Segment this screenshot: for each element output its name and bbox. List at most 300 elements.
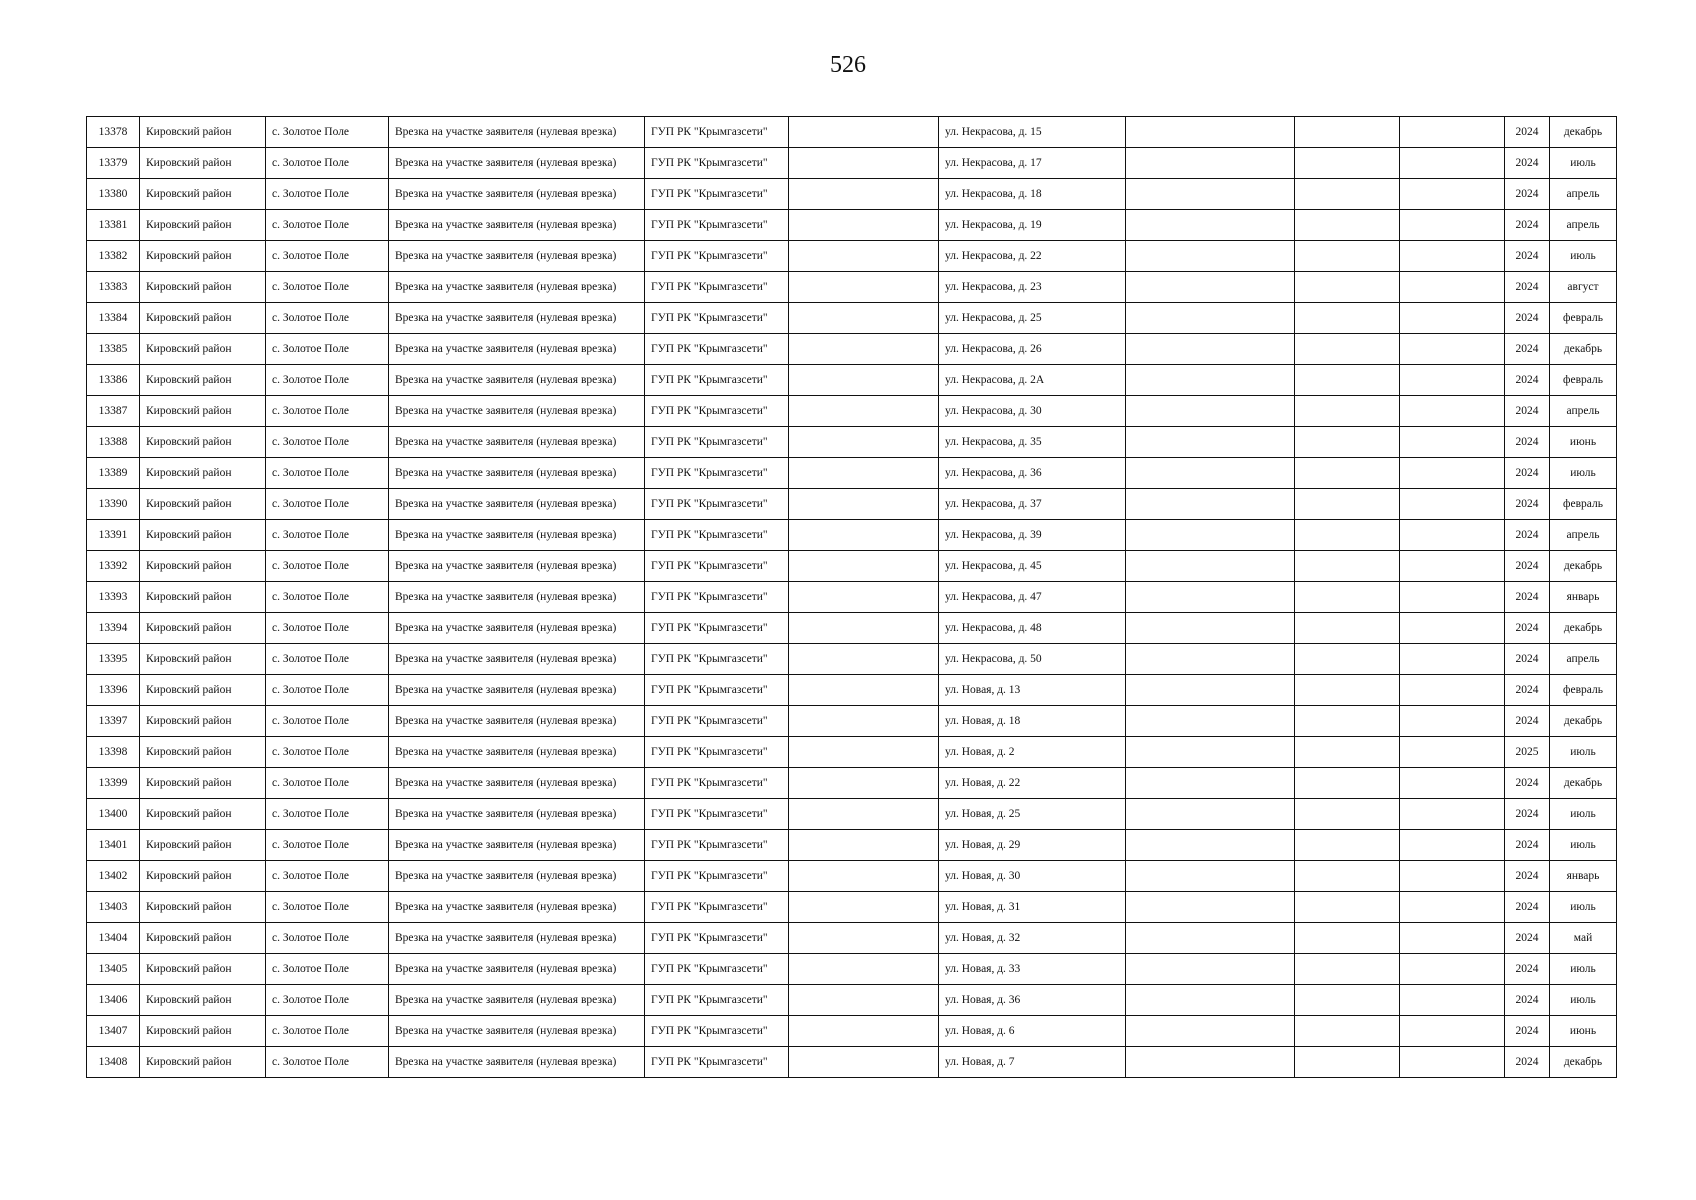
empty-cell (1400, 768, 1505, 799)
empty-cell (1295, 923, 1400, 954)
empty-cell (1295, 985, 1400, 1016)
empty-cell (1295, 334, 1400, 365)
year-cell: 2025 (1505, 737, 1550, 768)
table-row (87, 675, 1617, 706)
address-cell: ул. Новая, д. 33 (939, 954, 1126, 985)
village-cell: с. Золотое Поле (266, 179, 389, 210)
organization-cell: ГУП РК "Крымгазсети" (645, 799, 789, 830)
row-id-cell: 13399 (87, 768, 140, 799)
organization-cell: ГУП РК "Крымгазсети" (645, 334, 789, 365)
table-row (87, 117, 1617, 148)
month-cell: апрель (1550, 644, 1617, 675)
empty-cell (1295, 613, 1400, 644)
organization-cell: ГУП РК "Крымгазсети" (645, 489, 789, 520)
empty-cell (1400, 737, 1505, 768)
month-cell: июль (1550, 892, 1617, 923)
village-cell: с. Золотое Поле (266, 489, 389, 520)
work-type-cell: Врезка на участке заявителя (нулевая врезка) (389, 303, 645, 334)
month-cell: декабрь (1550, 613, 1617, 644)
year-cell: 2024 (1505, 1047, 1550, 1078)
address-cell: ул. Некрасова, д. 37 (939, 489, 1126, 520)
empty-cell (1126, 737, 1295, 768)
address-cell: ул. Некрасова, д. 30 (939, 396, 1126, 427)
empty-cell (1400, 861, 1505, 892)
table-row (87, 830, 1617, 861)
year-cell: 2024 (1505, 923, 1550, 954)
year-cell: 2024 (1505, 768, 1550, 799)
village-cell: с. Золотое Поле (266, 210, 389, 241)
row-id-cell: 13378 (87, 117, 140, 148)
year-cell: 2024 (1505, 334, 1550, 365)
empty-cell (1295, 551, 1400, 582)
row-id-cell: 13403 (87, 892, 140, 923)
empty-cell (789, 830, 939, 861)
empty-cell (1295, 706, 1400, 737)
district-cell: Кировский район (140, 830, 266, 861)
year-cell: 2024 (1505, 427, 1550, 458)
table-row (87, 458, 1617, 489)
empty-cell (1400, 675, 1505, 706)
empty-cell (789, 768, 939, 799)
district-cell: Кировский район (140, 706, 266, 737)
empty-cell (1126, 985, 1295, 1016)
empty-cell (1126, 923, 1295, 954)
registry-table (86, 116, 1617, 1078)
empty-cell (1126, 427, 1295, 458)
district-cell: Кировский район (140, 272, 266, 303)
work-type-cell: Врезка на участке заявителя (нулевая врезка) (389, 458, 645, 489)
organization-cell: ГУП РК "Крымгазсети" (645, 458, 789, 489)
empty-cell (1126, 241, 1295, 272)
empty-cell (1400, 520, 1505, 551)
work-type-cell: Врезка на участке заявителя (нулевая врезка) (389, 179, 645, 210)
empty-cell (1400, 489, 1505, 520)
row-id-cell: 13387 (87, 396, 140, 427)
year-cell: 2024 (1505, 210, 1550, 241)
year-cell: 2024 (1505, 551, 1550, 582)
month-cell: июль (1550, 954, 1617, 985)
address-cell: ул. Некрасова, д. 47 (939, 582, 1126, 613)
empty-cell (789, 551, 939, 582)
organization-cell: ГУП РК "Крымгазсети" (645, 272, 789, 303)
district-cell: Кировский район (140, 148, 266, 179)
district-cell: Кировский район (140, 303, 266, 334)
address-cell: ул. Некрасова, д. 50 (939, 644, 1126, 675)
empty-cell (1400, 396, 1505, 427)
address-cell: ул. Некрасова, д. 15 (939, 117, 1126, 148)
year-cell: 2024 (1505, 365, 1550, 396)
address-cell: ул. Новая, д. 2 (939, 737, 1126, 768)
table-row (87, 985, 1617, 1016)
organization-cell: ГУП РК "Крымгазсети" (645, 830, 789, 861)
empty-cell (1295, 1016, 1400, 1047)
empty-cell (1126, 799, 1295, 830)
village-cell: с. Золотое Поле (266, 1047, 389, 1078)
row-id-cell: 13400 (87, 799, 140, 830)
address-cell: ул. Новая, д. 30 (939, 861, 1126, 892)
year-cell: 2024 (1505, 985, 1550, 1016)
row-id-cell: 13390 (87, 489, 140, 520)
organization-cell: ГУП РК "Крымгазсети" (645, 613, 789, 644)
row-id-cell: 13397 (87, 706, 140, 737)
table-row (87, 489, 1617, 520)
year-cell: 2024 (1505, 675, 1550, 706)
year-cell: 2024 (1505, 148, 1550, 179)
empty-cell (789, 706, 939, 737)
table-row (87, 520, 1617, 551)
organization-cell: ГУП РК "Крымгазсети" (645, 427, 789, 458)
organization-cell: ГУП РК "Крымгазсети" (645, 520, 789, 551)
empty-cell (1295, 148, 1400, 179)
table-row (87, 737, 1617, 768)
empty-cell (1126, 954, 1295, 985)
year-cell: 2024 (1505, 241, 1550, 272)
empty-cell (1126, 613, 1295, 644)
month-cell: апрель (1550, 179, 1617, 210)
address-cell: ул. Некрасова, д. 36 (939, 458, 1126, 489)
organization-cell: ГУП РК "Крымгазсети" (645, 737, 789, 768)
organization-cell: ГУП РК "Крымгазсети" (645, 1047, 789, 1078)
empty-cell (1400, 117, 1505, 148)
empty-cell (1400, 241, 1505, 272)
month-cell: апрель (1550, 520, 1617, 551)
work-type-cell: Врезка на участке заявителя (нулевая врезка) (389, 1016, 645, 1047)
row-id-cell: 13405 (87, 954, 140, 985)
address-cell: ул. Новая, д. 22 (939, 768, 1126, 799)
year-cell: 2024 (1505, 706, 1550, 737)
empty-cell (1295, 861, 1400, 892)
empty-cell (789, 985, 939, 1016)
empty-cell (789, 365, 939, 396)
work-type-cell: Врезка на участке заявителя (нулевая врезка) (389, 148, 645, 179)
table-row (87, 303, 1617, 334)
empty-cell (1400, 365, 1505, 396)
empty-cell (1400, 985, 1505, 1016)
year-cell: 2024 (1505, 799, 1550, 830)
address-cell: ул. Новая, д. 18 (939, 706, 1126, 737)
organization-cell: ГУП РК "Крымгазсети" (645, 675, 789, 706)
village-cell: с. Золотое Поле (266, 737, 389, 768)
work-type-cell: Врезка на участке заявителя (нулевая врезка) (389, 334, 645, 365)
empty-cell (1400, 706, 1505, 737)
table-row (87, 644, 1617, 675)
empty-cell (1295, 582, 1400, 613)
row-id-cell: 13406 (87, 985, 140, 1016)
district-cell: Кировский район (140, 985, 266, 1016)
empty-cell (789, 737, 939, 768)
district-cell: Кировский район (140, 644, 266, 675)
empty-cell (789, 272, 939, 303)
month-cell: апрель (1550, 396, 1617, 427)
month-cell: август (1550, 272, 1617, 303)
empty-cell (789, 241, 939, 272)
work-type-cell: Врезка на участке заявителя (нулевая врезка) (389, 551, 645, 582)
village-cell: с. Золотое Поле (266, 272, 389, 303)
year-cell: 2024 (1505, 644, 1550, 675)
month-cell: февраль (1550, 675, 1617, 706)
month-cell: декабрь (1550, 117, 1617, 148)
empty-cell (789, 582, 939, 613)
empty-cell (1295, 365, 1400, 396)
row-id-cell: 13382 (87, 241, 140, 272)
organization-cell: ГУП РК "Крымгазсети" (645, 551, 789, 582)
district-cell: Кировский район (140, 613, 266, 644)
table-row (87, 799, 1617, 830)
month-cell: декабрь (1550, 334, 1617, 365)
year-cell: 2024 (1505, 582, 1550, 613)
district-cell: Кировский район (140, 1047, 266, 1078)
empty-cell (789, 148, 939, 179)
address-cell: ул. Некрасова, д. 17 (939, 148, 1126, 179)
month-cell: декабрь (1550, 1047, 1617, 1078)
address-cell: ул. Новая, д. 36 (939, 985, 1126, 1016)
empty-cell (1400, 799, 1505, 830)
village-cell: с. Золотое Поле (266, 303, 389, 334)
village-cell: с. Золотое Поле (266, 551, 389, 582)
table-row (87, 272, 1617, 303)
work-type-cell: Врезка на участке заявителя (нулевая врезка) (389, 923, 645, 954)
month-cell: декабрь (1550, 706, 1617, 737)
empty-cell (789, 799, 939, 830)
row-id-cell: 13380 (87, 179, 140, 210)
organization-cell: ГУП РК "Крымгазсети" (645, 1016, 789, 1047)
empty-cell (1295, 892, 1400, 923)
village-cell: с. Золотое Поле (266, 613, 389, 644)
district-cell: Кировский район (140, 117, 266, 148)
district-cell: Кировский район (140, 799, 266, 830)
empty-cell (1400, 551, 1505, 582)
work-type-cell: Врезка на участке заявителя (нулевая врезка) (389, 737, 645, 768)
year-cell: 2024 (1505, 272, 1550, 303)
empty-cell (1126, 551, 1295, 582)
empty-cell (1295, 458, 1400, 489)
year-cell: 2024 (1505, 830, 1550, 861)
month-cell: февраль (1550, 365, 1617, 396)
row-id-cell: 13396 (87, 675, 140, 706)
empty-cell (789, 954, 939, 985)
village-cell: с. Золотое Поле (266, 675, 389, 706)
empty-cell (1295, 396, 1400, 427)
work-type-cell: Врезка на участке заявителя (нулевая врезка) (389, 644, 645, 675)
table-row (87, 768, 1617, 799)
address-cell: ул. Некрасова, д. 48 (939, 613, 1126, 644)
village-cell: с. Золотое Поле (266, 768, 389, 799)
empty-cell (1126, 861, 1295, 892)
district-cell: Кировский район (140, 582, 266, 613)
empty-cell (1126, 1047, 1295, 1078)
month-cell: февраль (1550, 303, 1617, 334)
district-cell: Кировский район (140, 427, 266, 458)
organization-cell: ГУП РК "Крымгазсети" (645, 179, 789, 210)
address-cell: ул. Новая, д. 6 (939, 1016, 1126, 1047)
district-cell: Кировский район (140, 737, 266, 768)
work-type-cell: Врезка на участке заявителя (нулевая врезка) (389, 799, 645, 830)
table-row (87, 241, 1617, 272)
table-row (87, 954, 1617, 985)
village-cell: с. Золотое Поле (266, 520, 389, 551)
address-cell: ул. Новая, д. 7 (939, 1047, 1126, 1078)
year-cell: 2024 (1505, 303, 1550, 334)
empty-cell (1126, 272, 1295, 303)
work-type-cell: Врезка на участке заявителя (нулевая врезка) (389, 1047, 645, 1078)
row-id-cell: 13394 (87, 613, 140, 644)
address-cell: ул. Некрасова, д. 2А (939, 365, 1126, 396)
address-cell: ул. Некрасова, д. 45 (939, 551, 1126, 582)
year-cell: 2024 (1505, 892, 1550, 923)
address-cell: ул. Новая, д. 25 (939, 799, 1126, 830)
village-cell: с. Золотое Поле (266, 365, 389, 396)
work-type-cell: Врезка на участке заявителя (нулевая врезка) (389, 365, 645, 396)
address-cell: ул. Некрасова, д. 35 (939, 427, 1126, 458)
village-cell: с. Золотое Поле (266, 117, 389, 148)
empty-cell (1400, 923, 1505, 954)
empty-cell (1295, 737, 1400, 768)
month-cell: июль (1550, 148, 1617, 179)
empty-cell (1400, 1016, 1505, 1047)
organization-cell: ГУП РК "Крымгазсети" (645, 768, 789, 799)
empty-cell (1126, 520, 1295, 551)
work-type-cell: Врезка на участке заявителя (нулевая врезка) (389, 830, 645, 861)
district-cell: Кировский район (140, 241, 266, 272)
row-id-cell: 13381 (87, 210, 140, 241)
village-cell: с. Золотое Поле (266, 830, 389, 861)
empty-cell (789, 458, 939, 489)
empty-cell (789, 427, 939, 458)
table-row (87, 1016, 1617, 1047)
month-cell: февраль (1550, 489, 1617, 520)
table-row (87, 396, 1617, 427)
district-cell: Кировский район (140, 365, 266, 396)
empty-cell (789, 117, 939, 148)
empty-cell (1295, 427, 1400, 458)
empty-cell (1295, 954, 1400, 985)
empty-cell (1126, 1016, 1295, 1047)
empty-cell (789, 210, 939, 241)
empty-cell (789, 303, 939, 334)
work-type-cell: Врезка на участке заявителя (нулевая врезка) (389, 613, 645, 644)
empty-cell (789, 396, 939, 427)
row-id-cell: 13402 (87, 861, 140, 892)
village-cell: с. Золотое Поле (266, 644, 389, 675)
empty-cell (1126, 458, 1295, 489)
organization-cell: ГУП РК "Крымгазсети" (645, 923, 789, 954)
organization-cell: ГУП РК "Крымгазсети" (645, 396, 789, 427)
month-cell: июль (1550, 830, 1617, 861)
empty-cell (789, 1047, 939, 1078)
row-id-cell: 13404 (87, 923, 140, 954)
row-id-cell: 13385 (87, 334, 140, 365)
village-cell: с. Золотое Поле (266, 985, 389, 1016)
district-cell: Кировский район (140, 551, 266, 582)
address-cell: ул. Некрасова, д. 22 (939, 241, 1126, 272)
empty-cell (1400, 830, 1505, 861)
empty-cell (1295, 675, 1400, 706)
month-cell: июль (1550, 458, 1617, 489)
district-cell: Кировский район (140, 675, 266, 706)
district-cell: Кировский район (140, 334, 266, 365)
month-cell: июль (1550, 737, 1617, 768)
year-cell: 2024 (1505, 520, 1550, 551)
empty-cell (1400, 427, 1505, 458)
table-row (87, 148, 1617, 179)
organization-cell: ГУП РК "Крымгазсети" (645, 117, 789, 148)
empty-cell (1400, 334, 1505, 365)
empty-cell (1126, 148, 1295, 179)
row-id-cell: 13407 (87, 1016, 140, 1047)
month-cell: январь (1550, 861, 1617, 892)
address-cell: ул. Некрасова, д. 26 (939, 334, 1126, 365)
empty-cell (1400, 613, 1505, 644)
month-cell: июль (1550, 799, 1617, 830)
work-type-cell: Врезка на участке заявителя (нулевая врезка) (389, 768, 645, 799)
month-cell: июнь (1550, 1016, 1617, 1047)
work-type-cell: Врезка на участке заявителя (нулевая врезка) (389, 427, 645, 458)
organization-cell: ГУП РК "Крымгазсети" (645, 892, 789, 923)
village-cell: с. Золотое Поле (266, 334, 389, 365)
empty-cell (1400, 954, 1505, 985)
year-cell: 2024 (1505, 179, 1550, 210)
district-cell: Кировский район (140, 768, 266, 799)
district-cell: Кировский район (140, 210, 266, 241)
organization-cell: ГУП РК "Крымгазсети" (645, 954, 789, 985)
empty-cell (1126, 365, 1295, 396)
village-cell: с. Золотое Поле (266, 427, 389, 458)
address-cell: ул. Новая, д. 13 (939, 675, 1126, 706)
row-id-cell: 13383 (87, 272, 140, 303)
empty-cell (1295, 489, 1400, 520)
empty-cell (1295, 179, 1400, 210)
organization-cell: ГУП РК "Крымгазсети" (645, 241, 789, 272)
row-id-cell: 13398 (87, 737, 140, 768)
empty-cell (789, 675, 939, 706)
empty-cell (1400, 458, 1505, 489)
address-cell: ул. Некрасова, д. 23 (939, 272, 1126, 303)
empty-cell (1126, 582, 1295, 613)
address-cell: ул. Новая, д. 32 (939, 923, 1126, 954)
row-id-cell: 13389 (87, 458, 140, 489)
village-cell: с. Золотое Поле (266, 923, 389, 954)
empty-cell (1400, 892, 1505, 923)
year-cell: 2024 (1505, 613, 1550, 644)
empty-cell (1126, 644, 1295, 675)
empty-cell (1126, 892, 1295, 923)
district-cell: Кировский район (140, 954, 266, 985)
address-cell: ул. Некрасова, д. 25 (939, 303, 1126, 334)
table-row (87, 892, 1617, 923)
village-cell: с. Золотое Поле (266, 892, 389, 923)
table-row (87, 861, 1617, 892)
table-row (87, 365, 1617, 396)
village-cell: с. Золотое Поле (266, 861, 389, 892)
address-cell: ул. Некрасова, д. 39 (939, 520, 1126, 551)
empty-cell (789, 520, 939, 551)
year-cell: 2024 (1505, 117, 1550, 148)
year-cell: 2024 (1505, 458, 1550, 489)
organization-cell: ГУП РК "Крымгазсети" (645, 365, 789, 396)
organization-cell: ГУП РК "Крымгазсети" (645, 582, 789, 613)
work-type-cell: Врезка на участке заявителя (нулевая врезка) (389, 675, 645, 706)
empty-cell (1295, 644, 1400, 675)
empty-cell (1400, 210, 1505, 241)
address-cell: ул. Новая, д. 31 (939, 892, 1126, 923)
organization-cell: ГУП РК "Крымгазсети" (645, 706, 789, 737)
village-cell: с. Золотое Поле (266, 1016, 389, 1047)
row-id-cell: 13384 (87, 303, 140, 334)
organization-cell: ГУП РК "Крымгазсети" (645, 985, 789, 1016)
empty-cell (1126, 706, 1295, 737)
table-row (87, 706, 1617, 737)
empty-cell (1295, 303, 1400, 334)
